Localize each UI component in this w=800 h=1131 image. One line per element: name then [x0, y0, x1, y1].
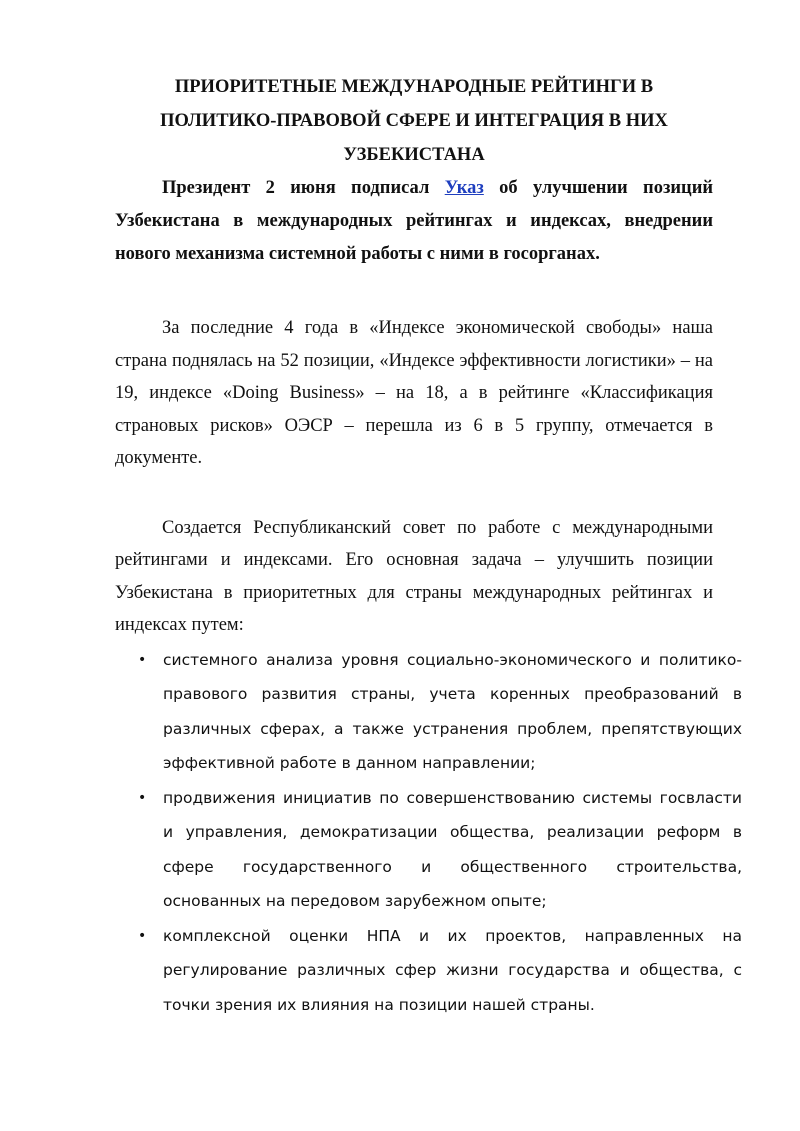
- body-paragraph-council: Создается Республиканский совет по работе с международными рейтингами и индексами. Его основная задача – улучшить позиции Узбекистана в приоритетных для страны международных рейтингах и индексах путем:: [115, 517, 713, 635]
- document-title: [115, 68, 713, 172]
- lead-paragraph: [115, 172, 713, 271]
- list-item-text: комплексной оценки НПА и их проектов, направленных на регулирование различных сфер жизни государства и общества, с точки зрения их влияния на позиции нашей страны.: [163, 926, 742, 1014]
- bullet-icon: •: [138, 651, 147, 668]
- bullet-list: [115, 643, 742, 1023]
- decree-link[interactable]: Указ: [444, 178, 484, 198]
- list-item: [115, 919, 742, 1023]
- lead-text-before: Президент 2 июня подписал: [162, 178, 445, 198]
- title-line-1: ПРИОРИТЕТНЫЕ МЕЖДУНАРОДНЫЕ РЕЙТИНГИ В: [174, 77, 654, 97]
- document-page: [115, 68, 742, 1022]
- list-item-text: продвижения инициатив по совершенствованию системы госвласти и управления, демократизации общества, реализации реформ в сфере государственного и общественного строительства, основанных на передовом зарубежном опыте;: [163, 788, 742, 910]
- title-line-2: ПОЛИТИКО-ПРАВОВОЙ СФЕРЕ И ИНТЕГРАЦИЯ В НИХ: [160, 111, 668, 131]
- bullet-icon: •: [138, 927, 147, 944]
- spacer: [115, 475, 713, 512]
- list-item: [115, 643, 742, 781]
- title-line-3: УЗБЕКИСТАНА: [343, 145, 485, 165]
- list-item-text: системного анализа уровня социально-экономического и политико-правового развития страны, учета коренных преобразований в различных сферах, а также устранения проблем, препятствующих эффективной работе в данном направлении;: [163, 650, 742, 772]
- body-paragraph-rankings: За последние 4 года в «Индексе экономической свободы» наша страна поднялась на 52 позиции, «Индексе эффективности логистики» – на 19, индексе «Doing Business» – на 18, а в рейтинге «Классификация страновых рисков» ОЭСР – перешла из 6 в 5 группу, отмечается в документе.: [115, 318, 713, 468]
- bullet-icon: •: [138, 789, 147, 806]
- spacer: [115, 271, 713, 312]
- list-item: [115, 781, 742, 919]
- lead-text-after: об улучшении позиций Узбекистана в международных рейтингах и индексах, внедрении нового механизма системной работы с ними в госорганах.: [115, 178, 714, 264]
